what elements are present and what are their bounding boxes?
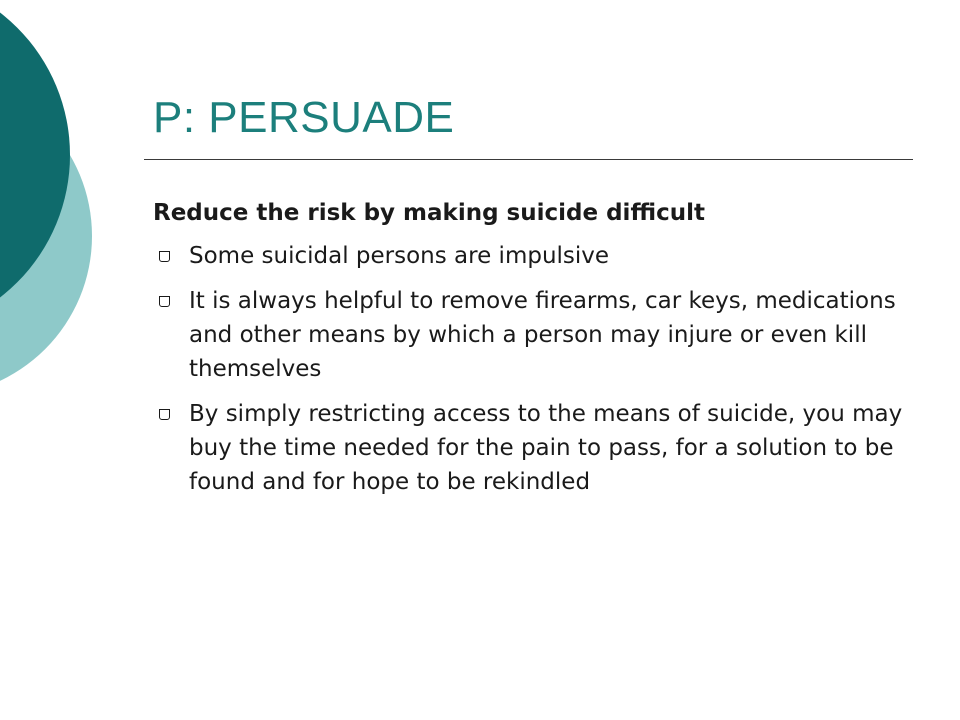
bullet-text: It is always helpful to remove firearms, car keys, medications and other means by which a person may injure or even kill themselves [189,288,896,382]
slide-subheading: Reduce the risk by making suicide difficult [153,200,705,226]
decorative-circles [0,0,110,400]
title-divider [144,159,913,160]
bullet-item [153,397,913,499]
slide-content [153,195,913,510]
bullet-box-icon [159,409,170,420]
bullet-item [153,239,913,273]
slide-title: P: PERSUADE [153,93,455,142]
bullet-text: Some suicidal persons are impulsive [189,243,610,269]
bullet-item [153,284,913,386]
bullet-text: By simply restricting access to the means of suicide, you may buy the time needed for the pain to pass, for a solution to be found and for hope to be rekindled [189,401,903,495]
bullet-box-icon [159,251,170,262]
bullet-list [153,239,913,499]
bullet-box-icon [159,296,170,307]
